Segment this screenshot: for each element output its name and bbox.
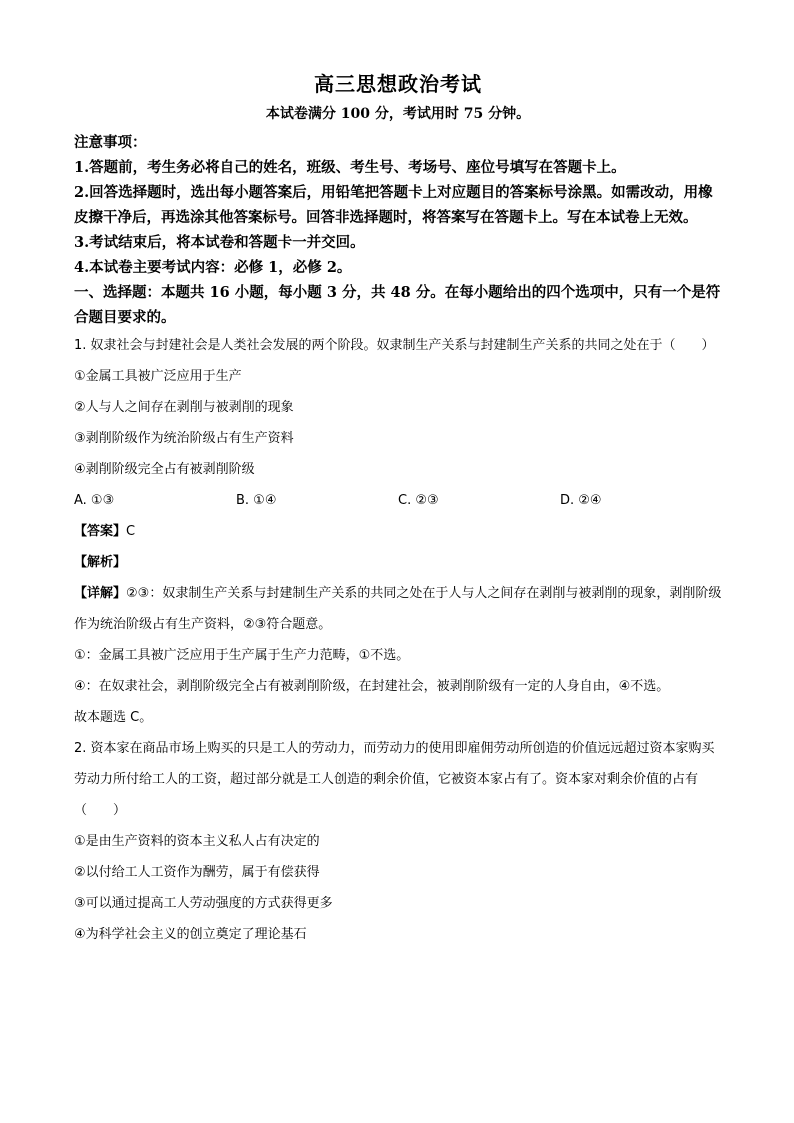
q1-analysis-label <box>74 547 722 578</box>
q1-explain-1: ①：金属工具被广泛应用于生产属于生产力范畴，①不选。 <box>74 648 410 663</box>
q1-item-4: ④剥削阶级完全占有被剥削阶级 <box>74 462 255 477</box>
detail-label: 【详解】 <box>74 586 127 601</box>
q1-options <box>74 485 722 516</box>
q2-item-1: ①是由生产资料的资本主义私人占有决定的 <box>74 834 320 849</box>
q2-item-2: ②以付给工人工资作为酬劳，属于有偿获得 <box>74 865 320 880</box>
q1-explain-4: ④：在奴隶社会，剥削阶级完全占有被剥削阶级，在封建社会，被剥削阶级有一定的人身自由，④不选。 <box>74 679 670 694</box>
q1-answer <box>74 516 722 547</box>
q1-item-1: ①金属工具被广泛应用于生产 <box>74 369 242 384</box>
note-1: 1.答题前，考生务必将自己的姓名，班级、考生号、考场号、座位号填写在答题卡上。 <box>74 159 626 176</box>
q1-item-2: ②人与人之间存在剥削与被剥削的现象 <box>74 400 294 415</box>
q1-option-a: A. ①③ <box>74 493 115 508</box>
q1-stem: 1. 奴隶社会与封建社会是人类社会发展的两个阶段。奴隶制生产关系与封建制生产关系的共同之处在于（ ） <box>74 338 715 353</box>
section-heading: 一、选择题：本题共 16 小题，每小题 3 分，共 48 分。在每小题给出的四个选项中，只有一个是符合题目要求的。 <box>74 284 721 326</box>
analysis-label: 【解析】 <box>74 555 127 570</box>
q2-item-3: ③可以通过提高工人劳动强度的方式获得更多 <box>74 896 333 911</box>
detail-text: ②③：奴隶制生产关系与封建制生产关系的共同之处在于人与人之间存在剥削与被剥削的现象，剥削阶级作为统治阶级占有生产资料，②③符合题意。 <box>74 586 722 632</box>
q1-option-b: B. ①④ <box>236 493 277 508</box>
page-title: 高三思想政治考试 <box>314 72 482 96</box>
notes-heading: 注意事项： <box>74 134 147 151</box>
note-2: 2.回答选择题时，选出每小题答案后，用铅笔把答题卡上对应题目的答案标号涂黑。如需改动，用橡皮擦干净后，再选涂其他答案标号。回答非选择题时，将答案写在答题卡上。写在本试卷上无效。 <box>74 184 713 226</box>
exam-page <box>74 70 722 950</box>
note-4: 4.本试卷主要考试内容：必修 1，必修 2。 <box>74 259 352 276</box>
answer-value: C <box>126 524 136 539</box>
answer-label: 【答案】 <box>74 524 127 539</box>
q1-conclusion: 故本题选 C。 <box>74 710 153 725</box>
page-subtitle: 本试卷满分 100 分，考试用时 75 分钟。 <box>265 106 531 122</box>
q1-item-3: ③剥削阶级作为统治阶级占有生产资料 <box>74 431 294 446</box>
q2-item-4: ④为科学社会主义的创立奠定了理论基石 <box>74 927 307 942</box>
note-3: 3.考试结束后，将本试卷和答题卡一并交回。 <box>74 234 365 251</box>
q1-detail <box>74 578 722 640</box>
q1-option-c: C. ②③ <box>398 493 439 508</box>
q2-stem: 2. 资本家在商品市场上购买的只是工人的劳动力，而劳动力的使用即雇佣劳动所创造的价值远远超过资本家购买劳动力所付给工人的工资，超过部分就是工人创造的剩余价值，它被资本家占有了。资本家对剩余价值的占有（ ） <box>74 741 715 818</box>
q1-option-d: D. ②④ <box>560 493 602 508</box>
